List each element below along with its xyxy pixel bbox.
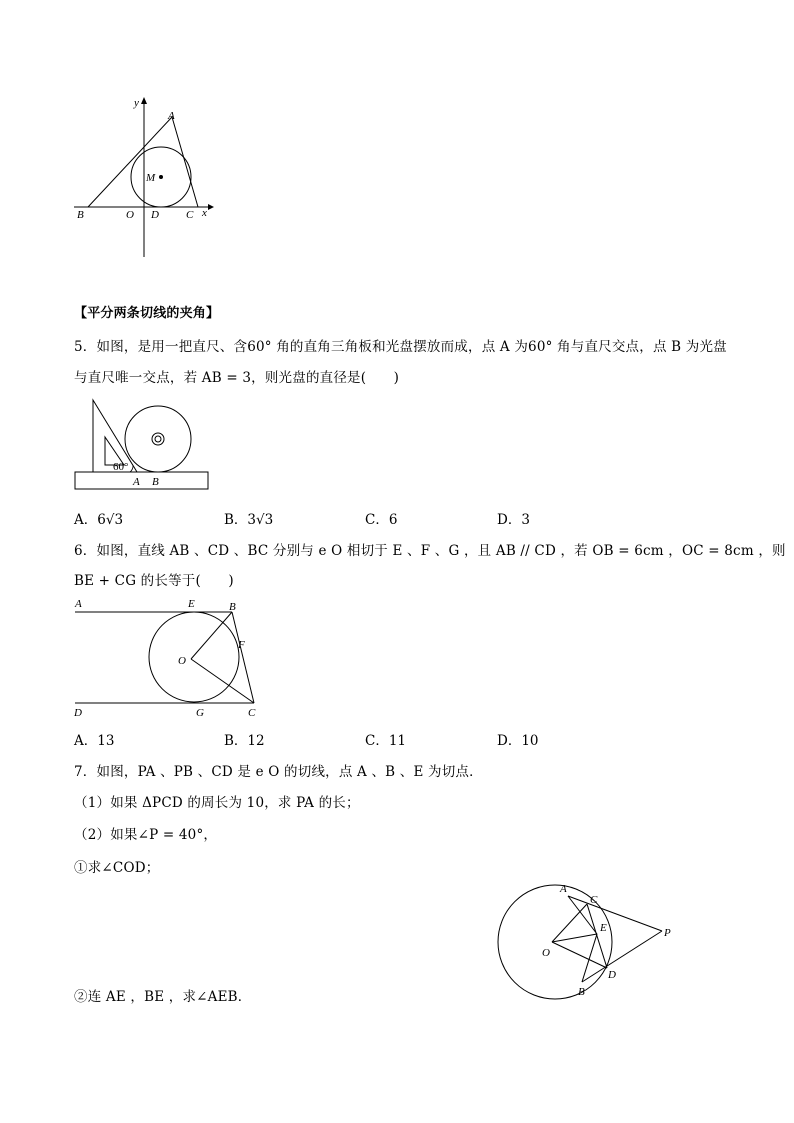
q5-line2: 与直尺唯一交点，若 AB = 3，则光盘的直径是( ) [74,370,400,386]
label-B: B [578,986,585,998]
ruler [75,472,208,489]
x-axis-arrow [208,204,214,210]
segment-OB [191,612,232,659]
q5-option-a: A．6√3 [74,512,124,528]
label-x: x [202,207,207,219]
label-A: A [133,476,140,488]
label-A: A [168,110,175,122]
segment-BE [582,934,597,982]
label-C: C [248,707,256,719]
label-E: E [600,922,607,934]
section-heading: 【平分两条切线的夹角】 [74,306,220,321]
q5-option-d: D．3 [497,512,530,528]
label-D: D [608,969,616,981]
label-P: P [664,927,671,939]
label-A: A [75,598,82,610]
label-B: B [77,209,84,221]
label-C: C [186,209,194,221]
label-E: E [188,598,195,610]
disc [125,406,191,472]
q5-line1: 5．如图，是用一把直尺、含60° 角的直角三角板和光盘摆放而成，点 A 为60° 角与直尺交点，点 B 为光盘 [74,339,727,355]
circle-O [149,612,239,702]
label-A: A [560,883,567,895]
q7-sub2b: ②连 AE ，BE ，求∠AEB． [74,989,252,1005]
label-M: M [146,172,156,184]
label-60deg: 60° [113,461,129,473]
angle-arc [130,465,133,472]
label-G: G [196,707,204,719]
q6-option-c: C．11 [365,733,407,749]
label-B: B [229,601,236,613]
tangent-PB [582,931,662,982]
triangle-ABC [88,117,198,207]
q6-line2: BE + CG 的长等于( ) [74,573,234,589]
q6-option-d: D．10 [497,733,539,749]
q6-line1: 6．如图，直线 AB 、CD 、BC 分别与 e O 相切于 E 、F 、G ，且 AB // CD ，若 OB = 6cm ，OC = 8cm ，则 [74,543,786,559]
figure-q7-tangents [490,880,690,1000]
figure-q6-parallel-tangents [70,592,280,722]
label-C: C [590,894,598,906]
disc-hole-inner [155,436,161,442]
q5-option-b: B．3√3 [224,512,274,528]
disc-hole-outer [152,433,164,445]
figure-q5-ruler-triangle-disc [72,395,212,495]
q6-option-b: B．12 [224,733,265,749]
segment-OD [552,942,607,968]
q7-sub2: （2）如果∠P = 40°， [74,827,218,843]
q7-line1: 7．如图，PA 、PB 、CD 是 e O 的切线，点 A 、B 、E 为切点． [74,764,483,780]
q7-sub2a: ①求∠COD； [74,860,160,876]
label-B: B [152,476,159,488]
figure-coordinate-incircle [60,90,230,265]
center-M-dot [159,175,163,179]
label-F: F [238,639,245,651]
q5-option-c: C．6 [365,512,398,528]
tangent-PA [568,896,662,931]
label-D: D [151,209,159,221]
q7-sub1: （1）如果 ΔPCD 的周长为 10，求 PA 的长； [74,795,360,811]
label-O: O [178,655,186,667]
q6-option-a: A．13 [74,733,115,749]
y-axis-arrow [141,97,147,104]
label-y: y [134,97,139,109]
label-O: O [126,209,134,221]
label-O: O [542,947,550,959]
label-D: D [74,707,82,719]
